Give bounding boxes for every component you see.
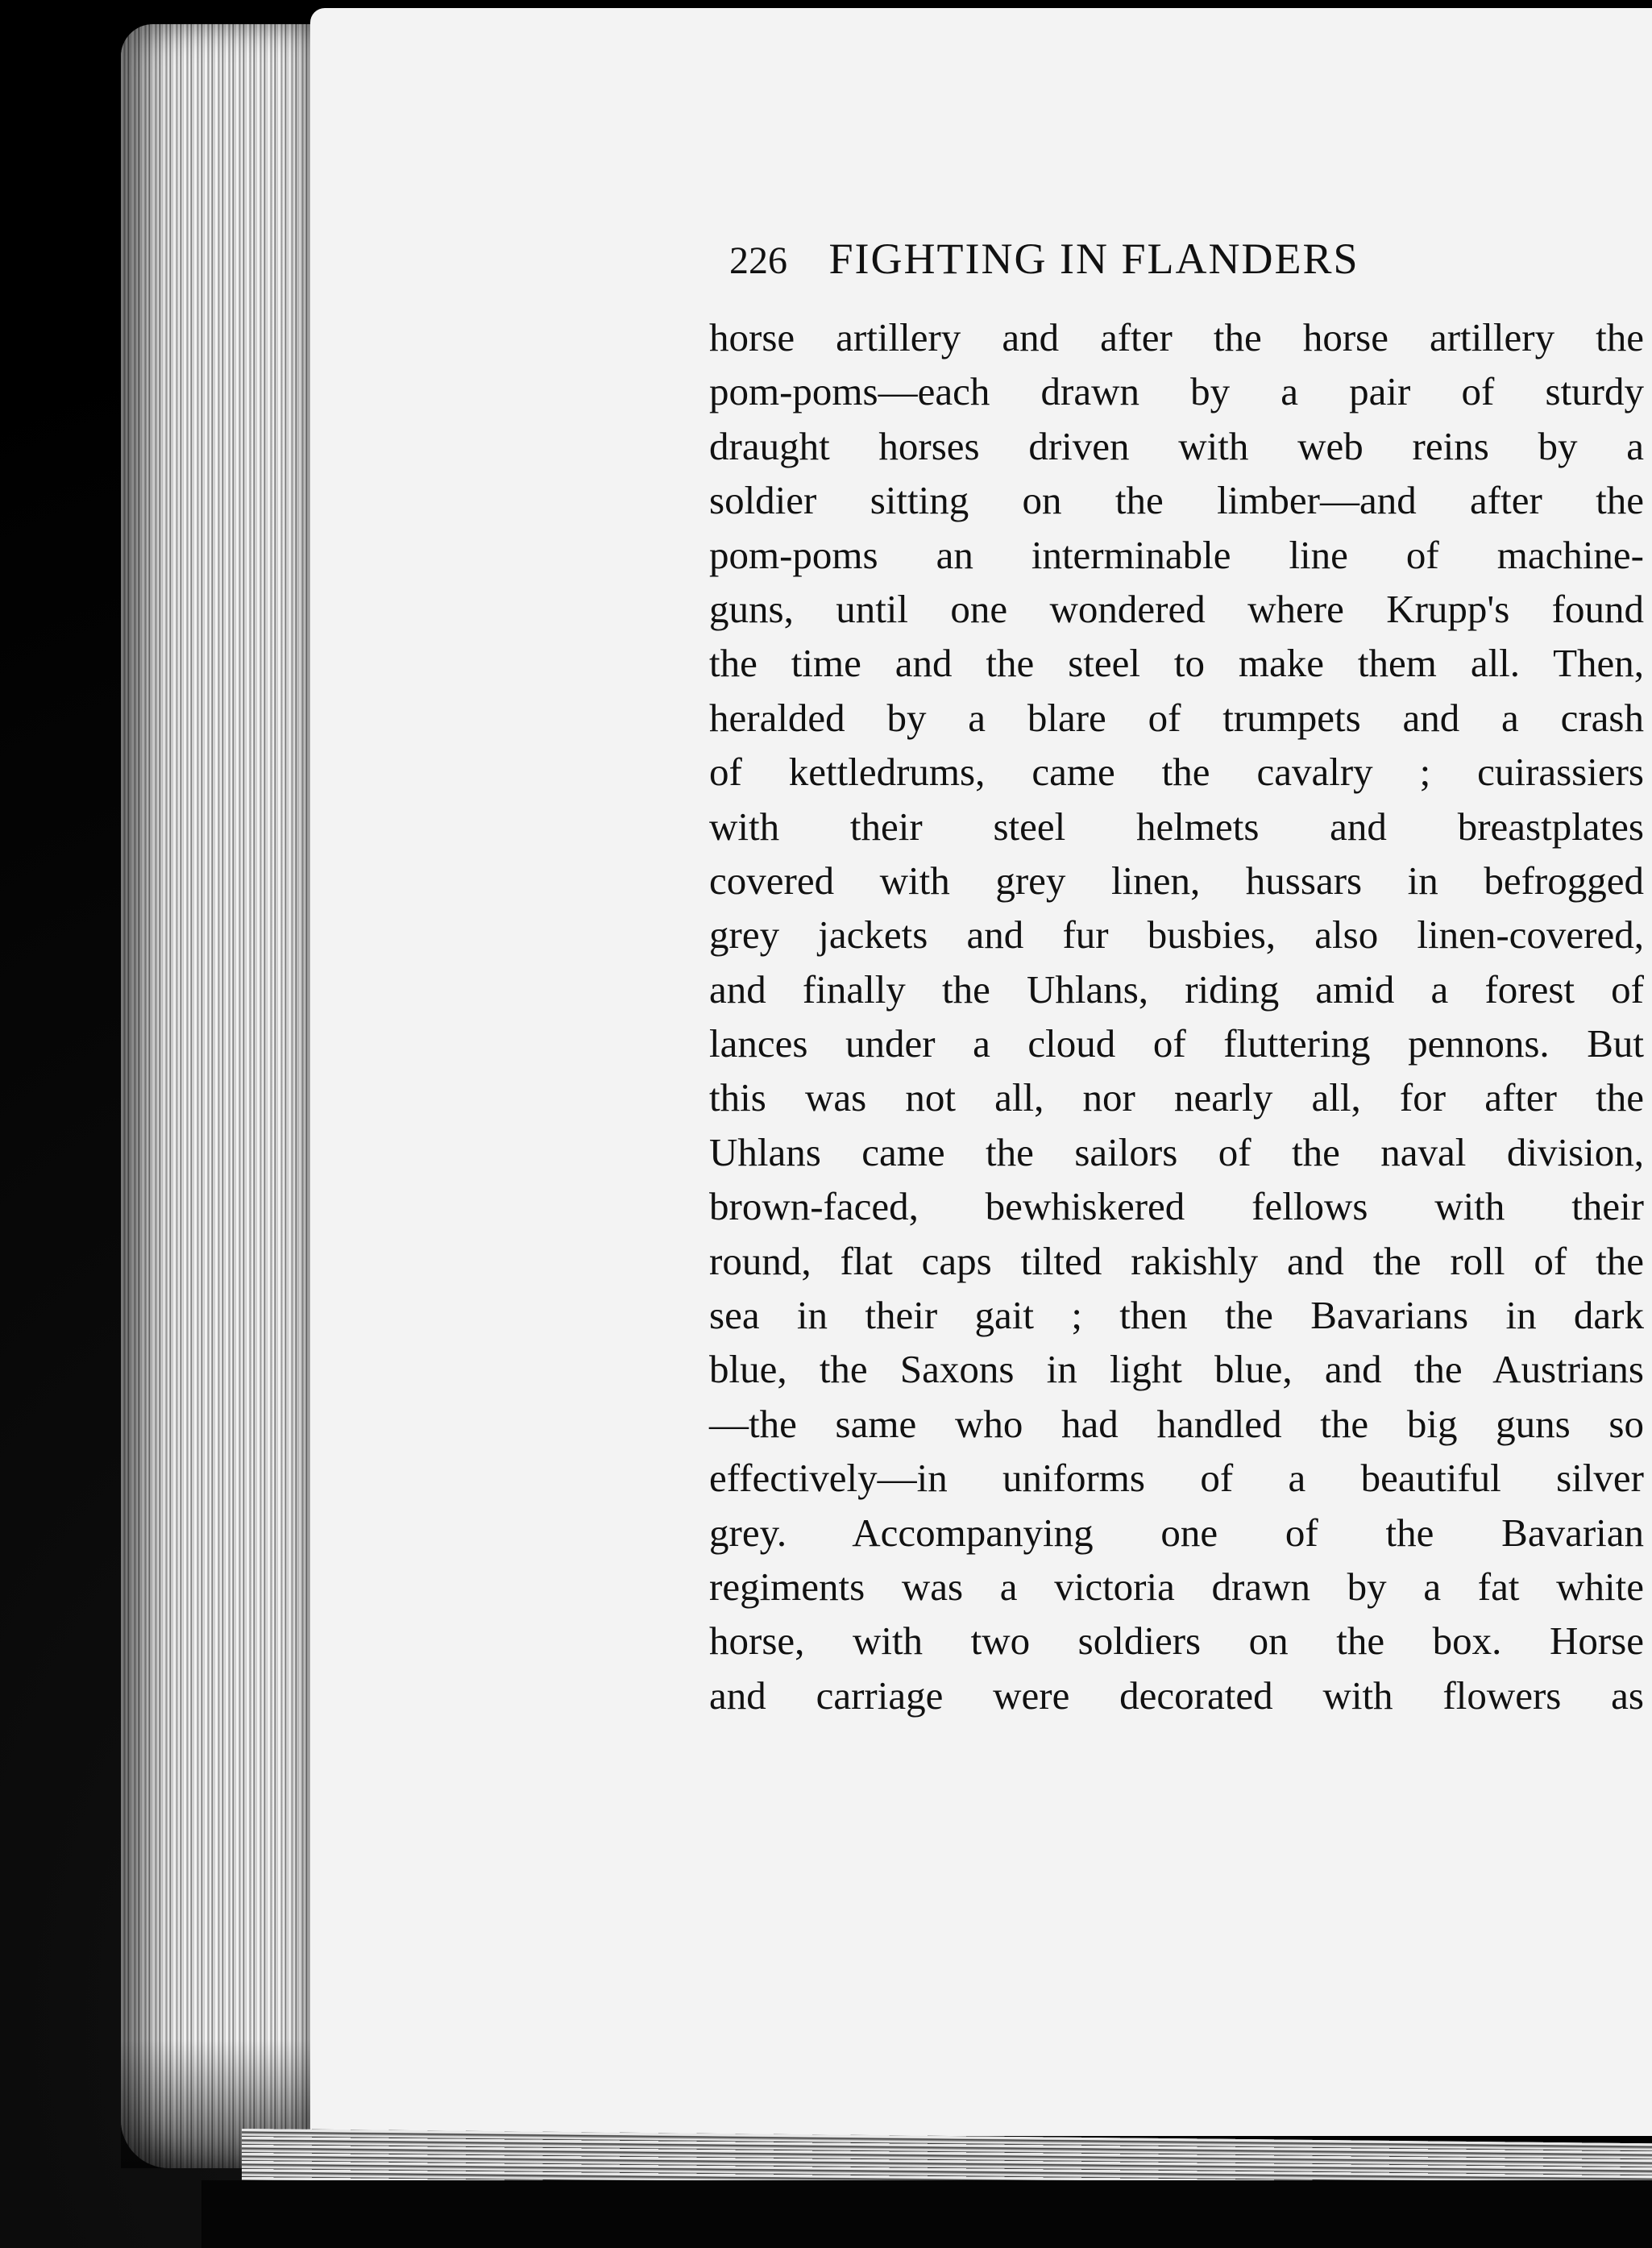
text-line: —the same who had handled the big guns so — [709, 1401, 1644, 1446]
text-line: horse, with two soldiers on the box. Horse — [709, 1618, 1644, 1664]
text-line: with their steel helmets and breastplates — [709, 804, 1644, 849]
text-line: draught horses driven with web reins by a — [709, 423, 1644, 468]
text-line: of kettledrums, came the cavalry ; cuirassiers — [709, 750, 1644, 795]
text-line: soldier sitting on the limber—and after the — [709, 478, 1644, 523]
text-line: pom-poms an interminable line of machine- — [709, 532, 1644, 577]
text-line: Uhlans came the sailors of the naval division, — [709, 1129, 1644, 1174]
text-line: grey jackets and fur busbies, also linen-covered, — [709, 912, 1644, 958]
scan-bottom-shadow — [201, 2180, 1652, 2248]
text-line: heralded by a blare of trumpets and a crash — [709, 695, 1644, 740]
text-line: lances under a cloud of fluttering pennons. But — [709, 1021, 1644, 1066]
text-line: and finally the Uhlans, riding amid a forest of — [709, 966, 1644, 1012]
text-line: and carriage were decorated with flowers as — [709, 1672, 1644, 1718]
running-title: FIGHTING IN FLANDERS — [828, 235, 1359, 283]
text-line: this was not all, nor nearly all, for after the — [709, 1075, 1644, 1120]
text-line: pom-poms—each drawn by a pair of sturdy — [709, 369, 1644, 414]
book-page-edges — [121, 24, 322, 2168]
body-text — [709, 310, 1644, 1722]
text-line: sea in their gait ; then the Bavarians in dark — [709, 1293, 1644, 1338]
text-line: horse artillery and after the horse artillery the — [709, 315, 1644, 359]
text-line: brown-faced, bewhiskered fellows with their — [709, 1184, 1644, 1229]
text-line: regiments was a victoria drawn by a fat white — [709, 1564, 1644, 1609]
text-line: blue, the Saxons in light blue, and the Austrians — [709, 1347, 1644, 1392]
text-line: guns, until one wondered where Krupp's found — [709, 586, 1644, 631]
text-line: covered with grey linen, hussars in befrogged — [709, 858, 1644, 903]
running-head — [729, 234, 1648, 306]
text-line: the time and the steel to make them all. Then, — [709, 641, 1644, 686]
text-line: effectively—in uniforms of a beautiful silver — [709, 1456, 1644, 1501]
text-line: round, flat caps tilted rakishly and the roll of the — [709, 1238, 1644, 1283]
text-line: grey. Accompanying one of the Bavarian — [709, 1510, 1644, 1555]
page-number: 226 — [729, 239, 787, 282]
